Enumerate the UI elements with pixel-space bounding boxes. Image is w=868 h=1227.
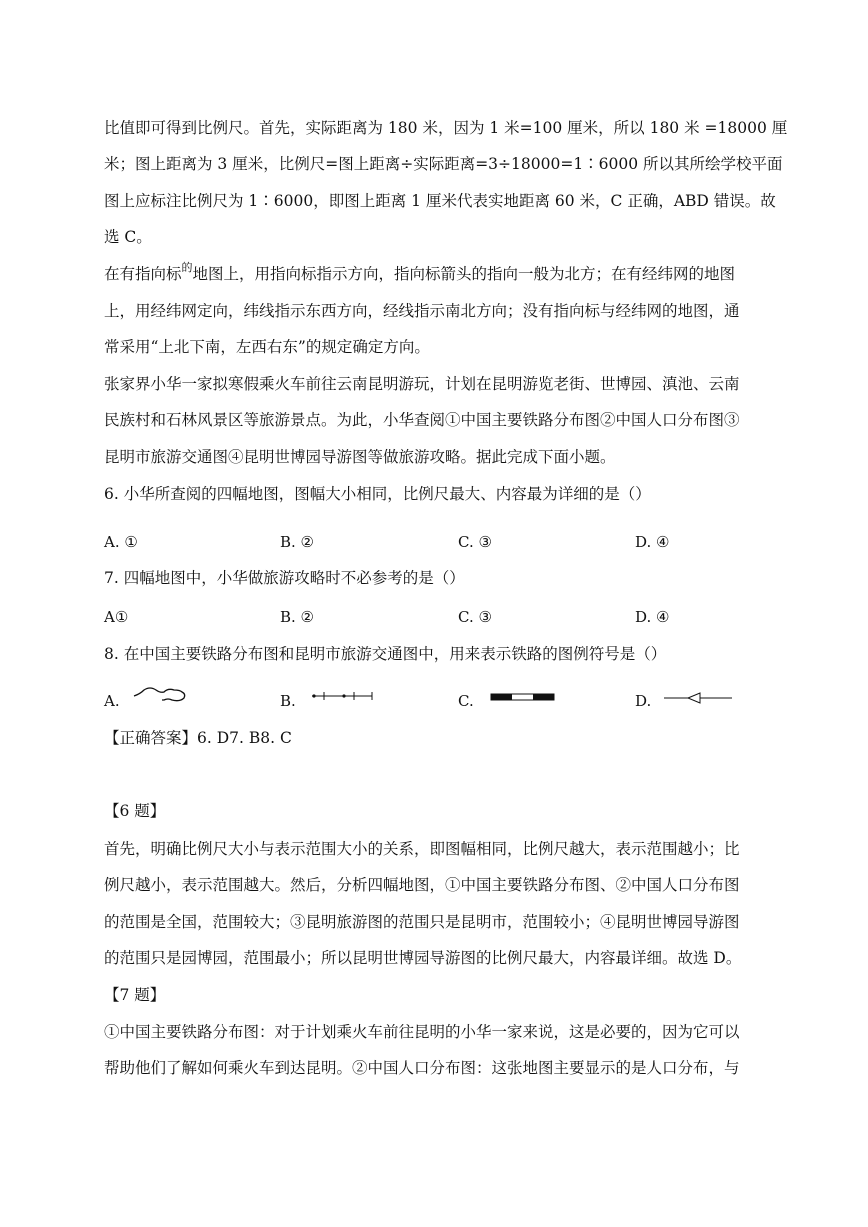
text-line: 首先，明确比例尺大小与表示范围大小的关系，即图幅相同，比例尺越大，表示范围越小；比 bbox=[104, 840, 740, 858]
text-line: 的范围是全国，范围较大；③昆明旅游图的范围只是昆明市，范围较小；④昆明世博园导游图 bbox=[104, 913, 740, 931]
scale-bar-symbol bbox=[310, 689, 376, 703]
q8-option-b: B. bbox=[280, 692, 296, 710]
text-line: 选 C。 bbox=[104, 228, 152, 246]
section-heading-6: 【6 题】 bbox=[104, 802, 166, 820]
q8-option-d: D. bbox=[635, 692, 652, 710]
superscript-char: 的 bbox=[181, 261, 193, 274]
section-heading-7: 【7 题】 bbox=[104, 986, 166, 1004]
question-7-stem: 7. 四幅地图中，小华做旅游攻略时不必参考的是（） bbox=[104, 569, 465, 587]
text-line: 张家界小华一家拟寒假乘火车前往云南昆明游玩，计划在昆明游览老街、世博园、滇池、云南 bbox=[104, 375, 740, 393]
q7-option-d: D. ④ bbox=[635, 608, 670, 626]
text-line: 比值即可得到比例尺。首先，实际距离为 180 米，因为 1 米=100 厘米，所以 180 米 =18000 厘 bbox=[104, 119, 788, 137]
text-line: 昆明市旅游交通图④昆明世博园导游图等做旅游攻略。据此完成下面小题。 bbox=[104, 448, 616, 466]
q6-option-b: B. ② bbox=[280, 533, 315, 551]
text-fragment: 在有指向标 bbox=[104, 265, 182, 283]
q8-option-a: A. bbox=[104, 692, 120, 710]
text-line: 的范围只是园博园，范围最小；所以昆明世博园导游图的比例尺最大，内容最详细。故选 D。 bbox=[104, 949, 742, 967]
q8-option-c: C. bbox=[458, 692, 474, 710]
correct-answer: 【正确答案】6. D7. B8. C bbox=[104, 729, 292, 747]
q7-option-b: B. ② bbox=[280, 608, 315, 626]
text-line: 上，用经纬网定向，纬线指示东西方向，经线指示南北方向；没有指向标与经纬网的地图，通 bbox=[104, 302, 740, 320]
question-6-stem: 6. 小华所查阅的四幅地图，图幅大小相同，比例尺最大、内容最为详细的是（） bbox=[104, 485, 651, 503]
q6-option-c: C. ③ bbox=[458, 533, 492, 551]
text-line: 图上应标注比例尺为 1∶6000，即图上距离 1 厘米代表实地距离 60 米，C 正确，ABD 错误。故 bbox=[104, 192, 776, 210]
question-8-stem: 8. 在中国主要铁路分布图和昆明市旅游交通图中，用来表示铁路的图例符号是（） bbox=[104, 645, 667, 663]
q7-option-c: C. ③ bbox=[458, 608, 492, 626]
text-fragment: 地图上，用指向标指示方向，指向标箭头的指向一般为北方；在有经纬网的地图 bbox=[192, 265, 736, 283]
river-outline-symbol bbox=[132, 684, 192, 706]
text-line bbox=[104, 263, 735, 287]
arrow-symbol bbox=[662, 690, 734, 706]
text-line: 帮助他们了解如何乘火车到达昆明。②中国人口分布图：这张地图主要显示的是人口分布，与 bbox=[104, 1059, 740, 1077]
q6-option-a: A. ① bbox=[104, 533, 138, 551]
text-line: 例尺越小，表示范围越大。然后，分析四幅地图，①中国主要铁路分布图、②中国人口分布图 bbox=[104, 876, 740, 894]
q6-option-d: D. ④ bbox=[635, 533, 670, 551]
text-line: 民族村和石林风景区等旅游景点。为此，小华查阅①中国主要铁路分布图②中国人口分布图③ bbox=[104, 411, 740, 429]
text-line: 米；图上距离为 3 厘米，比例尺=图上距离÷实际距离=3÷18000=1∶6000 所以其所绘学校平面 bbox=[104, 155, 783, 173]
q7-option-a: A① bbox=[104, 608, 129, 626]
railway-symbol bbox=[490, 693, 556, 703]
text-line: ①中国主要铁路分布图：对于计划乘火车前往昆明的小华一家来说，这是必要的，因为它可以 bbox=[104, 1023, 740, 1041]
text-line: 常采用“上北下南，左西右东”的规定确定方向。 bbox=[104, 338, 430, 356]
